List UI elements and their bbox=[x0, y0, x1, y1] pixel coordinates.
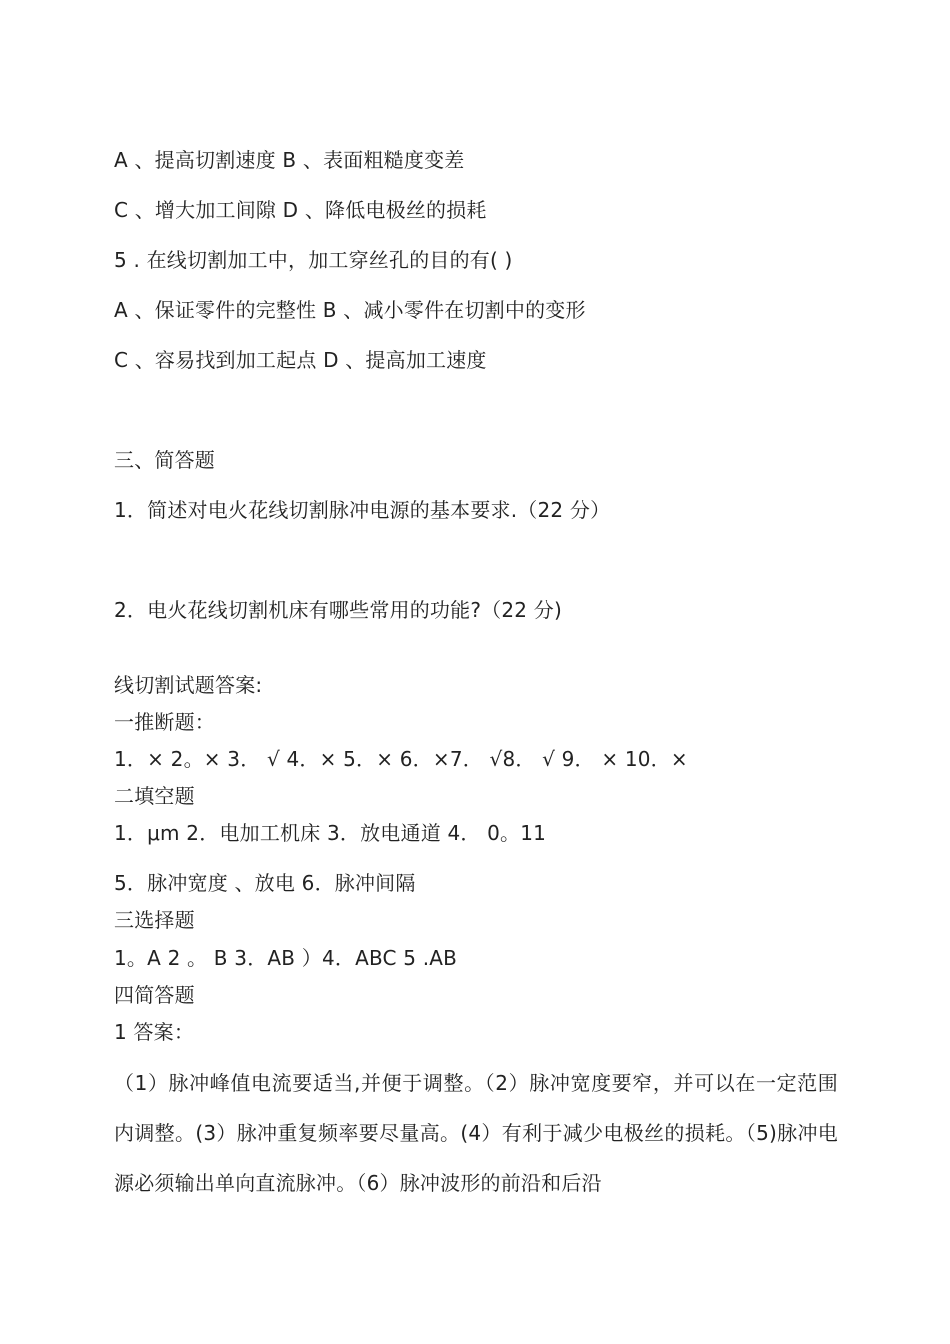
fill-heading: 二填空题 bbox=[114, 784, 195, 808]
choice-answers: 1。A 2 。 B 3．AB ）4．ABC 5 .AB bbox=[114, 946, 458, 970]
fill-answers-2: 5．脉冲宽度 、放电 6．脉冲间隔 bbox=[114, 871, 416, 895]
short-q1-answer-paragraph: （1）脉冲峰值电流要适当,并便于调整。（2）脉冲宽度要窄，并可以在一定范围内调整。(3）脉冲重复频率要尽量高。(4）有利于减少电极丝的损耗。（5)脉冲电源必须输出单向直流脉冲。（6）脉冲波形的前沿和后沿 bbox=[114, 1071, 838, 1195]
short-answer-q1: 1．简述对电火花线切割脉冲电源的基本要求.（22 分） bbox=[114, 498, 611, 522]
judgment-answers: 1．× 2。× 3． √ 4．× 5．× 6．×7． √8． √ 9． × 10．× bbox=[114, 747, 688, 771]
short-answer-q2: 2．电火花线切割机床有哪些常用的功能?（22 分) bbox=[114, 598, 562, 622]
judgment-heading: 一推断题： bbox=[114, 710, 215, 734]
short-heading: 四简答题 bbox=[114, 983, 195, 1007]
answers-title: 线切割试题答案: bbox=[114, 673, 263, 697]
short-answer-heading: 三、简答题 bbox=[114, 448, 215, 472]
q5-stem: 5 . 在线切割加工中，加工穿丝孔的目的有( ) bbox=[114, 248, 513, 272]
q4-options-cd: C 、增大加工间隙 D 、降低电极丝的损耗 bbox=[114, 198, 487, 222]
q5-options-cd: C 、容易找到加工起点 D 、提高加工速度 bbox=[114, 348, 487, 372]
short-q1-label: 1 答案： bbox=[114, 1020, 195, 1044]
choice-heading: 三选择题 bbox=[114, 908, 195, 932]
q4-options-ab: A 、提高切割速度 B 、表面粗糙度变差 bbox=[114, 148, 465, 172]
fill-answers-1: 1．μm 2．电加工机床 3．放电通道 4． 0。11 bbox=[114, 821, 547, 845]
q5-options-ab: A 、保证零件的完整性 B 、减小零件在切割中的变形 bbox=[114, 298, 586, 322]
